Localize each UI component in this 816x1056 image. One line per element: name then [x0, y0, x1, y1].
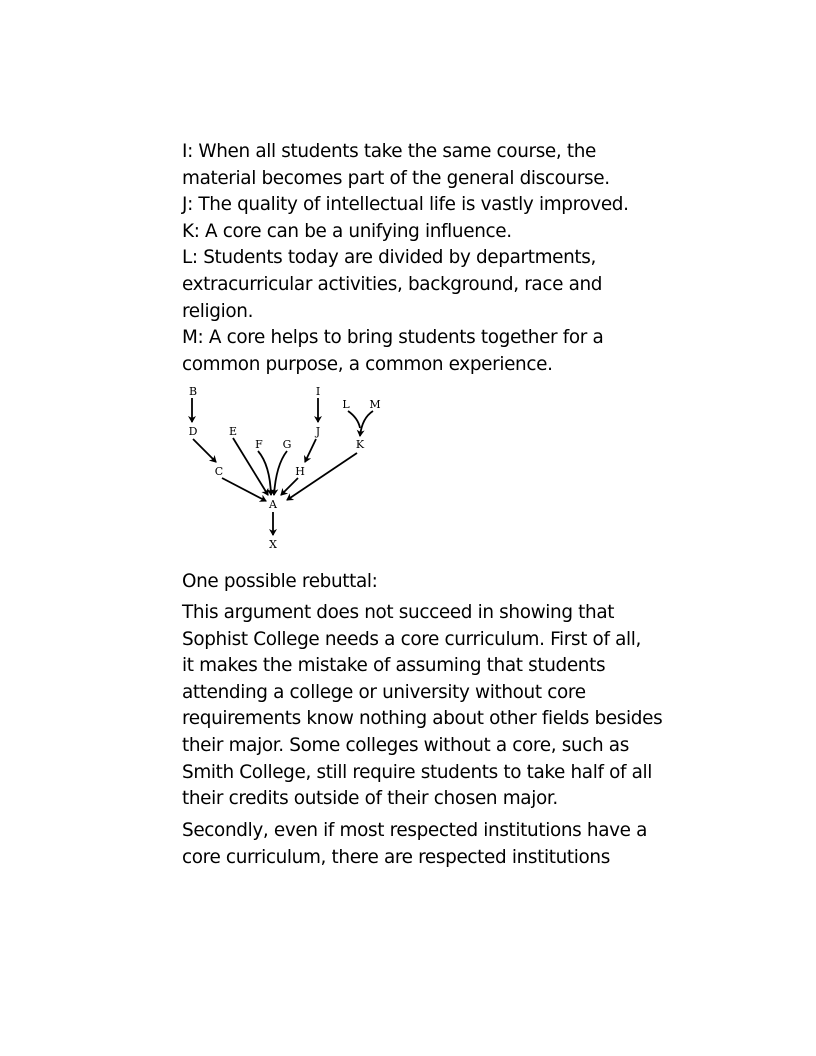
rebuttal-heading: One possible rebuttal:: [182, 571, 378, 592]
text-line: it makes the mistake of assuming that students: [182, 655, 606, 677]
text-line: extracurricular activities, background, race and: [182, 273, 603, 295]
node-k: K: [355, 438, 365, 451]
text-line: religion.: [182, 300, 254, 322]
premise-j: [182, 192, 682, 219]
edge-l-k: [348, 411, 360, 428]
premise-l: [182, 245, 682, 325]
node-h: H: [295, 465, 305, 478]
node-d: D: [188, 425, 198, 438]
text-line: their major. Some colleges without a core, such as: [182, 734, 629, 756]
node-j: J: [315, 425, 321, 438]
text-line: requirements know nothing about other fields besides: [182, 708, 663, 730]
node-c: C: [214, 465, 224, 478]
node-b: B: [188, 385, 198, 398]
text-line: Sophist College needs a core curriculum. First of all,: [182, 628, 642, 650]
text-line: J: The quality of intellectual life is vastly improved.: [182, 194, 629, 216]
rebuttal-paragraph-2: [182, 818, 647, 871]
text-line: This argument does not succeed in showing that: [182, 602, 615, 623]
text-line: M: A core helps to bring students together for a: [182, 327, 604, 349]
text-line: attending a college or university without core: [182, 681, 586, 703]
edge-m-k: [360, 411, 373, 436]
text-line: Secondly, even if most respected institutions have a: [182, 820, 648, 841]
node-g: G: [282, 438, 292, 451]
text-line: K: A core can be a unifying influence.: [182, 220, 512, 242]
node-a: A: [269, 498, 277, 511]
text-line: common purpose, a common experience.: [182, 353, 553, 375]
node-m: M: [369, 398, 381, 411]
text-line: material becomes part of the general discourse.: [182, 167, 610, 189]
text-line: Smith College, still require students to take half of all: [182, 761, 653, 783]
text-line: their credits outside of their chosen major.: [182, 788, 558, 810]
edge-g-a: [274, 451, 287, 495]
edge-d-c: [193, 439, 216, 462]
premise-m: [182, 325, 682, 378]
node-l: L: [342, 398, 350, 411]
text-line: I: When all students take the same course, the: [182, 141, 597, 162]
text-line: core curriculum, there are respected institutions: [182, 846, 610, 868]
rebuttal-paragraph-1: [182, 600, 662, 813]
node-x: X: [269, 538, 277, 551]
premise-i: [182, 139, 682, 192]
premise-k: [182, 219, 682, 246]
premises-block: [182, 139, 682, 378]
text-line: L: Students today are divided by departments,: [182, 247, 596, 269]
node-f: F: [255, 438, 263, 451]
edge-h-a: [281, 478, 298, 495]
edge-j-h: [305, 439, 316, 462]
argument-diagram: [180, 380, 400, 560]
node-e: E: [228, 425, 238, 438]
node-i: I: [315, 385, 321, 398]
